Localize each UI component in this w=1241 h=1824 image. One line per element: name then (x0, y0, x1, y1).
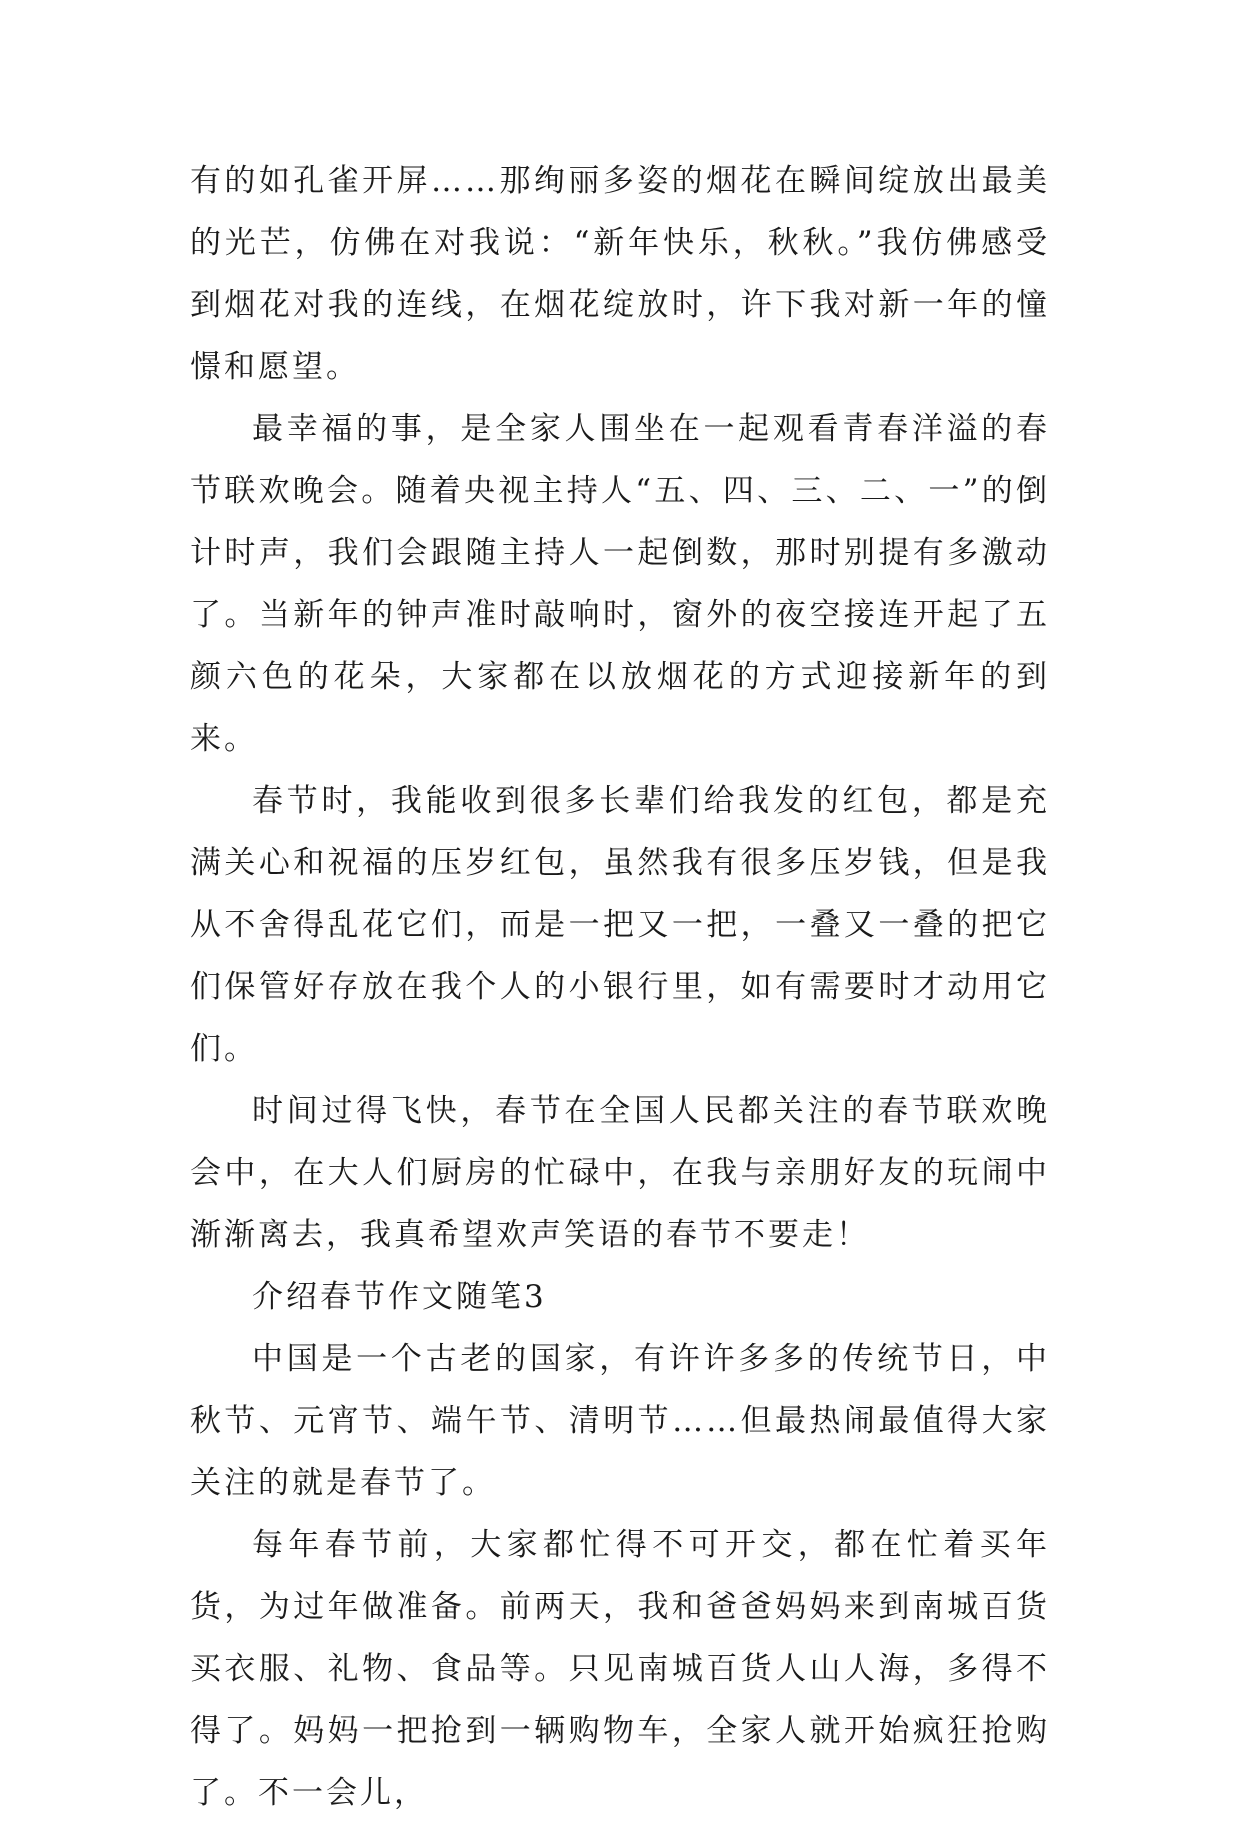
paragraph-1: 有的如孔雀开屏……那绚丽多姿的烟花在瞬间绽放出最美的光芒，仿佛在对我说：“新年快乐，秋秋。”我仿佛感受到烟花对我的连线，在烟花绽放时，许下我对新一年的憧憬和愿望。 (190, 163, 1050, 385)
section-heading: 介绍春节作文随笔3 (252, 1279, 547, 1315)
paragraph-6: 每年春节前，大家都忙得不可开交，都在忙着买年货，为过年做准备。前两天，我和爸爸妈妈来到南城百货买衣服、礼物、食品等。只见南城百货人山人海，多得不得了。妈妈一把抢到一辆购物车，全家人就开始疯狂抢购了。不一会儿， (190, 1527, 1050, 1811)
paragraph-3: 春节时，我能收到很多长辈们给我发的红包，都是充满关心和祝福的压岁红包，虽然我有很多压岁钱，但是我从不舍得乱花它们，而是一把又一把，一叠又一叠的把它们保管好存放在我个人的小银行里，如有需要时才动用它们。 (190, 783, 1050, 1067)
document-body (190, 150, 1050, 1824)
paragraph-4: 时间过得飞快，春节在全国人民都关注的春节联欢晚会中，在大人们厨房的忙碌中，在我与亲朋好友的玩闹中渐渐离去，我真希望欢声笑语的春节不要走！ (190, 1093, 1050, 1253)
paragraph-5: 中国是一个古老的国家，有许许多多的传统节日，中秋节、元宵节、端午节、清明节……但最热闹最值得大家关注的就是春节了。 (190, 1341, 1050, 1501)
paragraph-2: 最幸福的事，是全家人围坐在一起观看青春洋溢的春节联欢晚会。随着央视主持人“五、四、三、二、一”的倒计时声，我们会跟随主持人一起倒数，那时别提有多激动了。当新年的钟声准时敲响时，窗外的夜空接连开起了五颜六色的花朵，大家都在以放烟花的方式迎接新年的到来。 (190, 411, 1050, 757)
